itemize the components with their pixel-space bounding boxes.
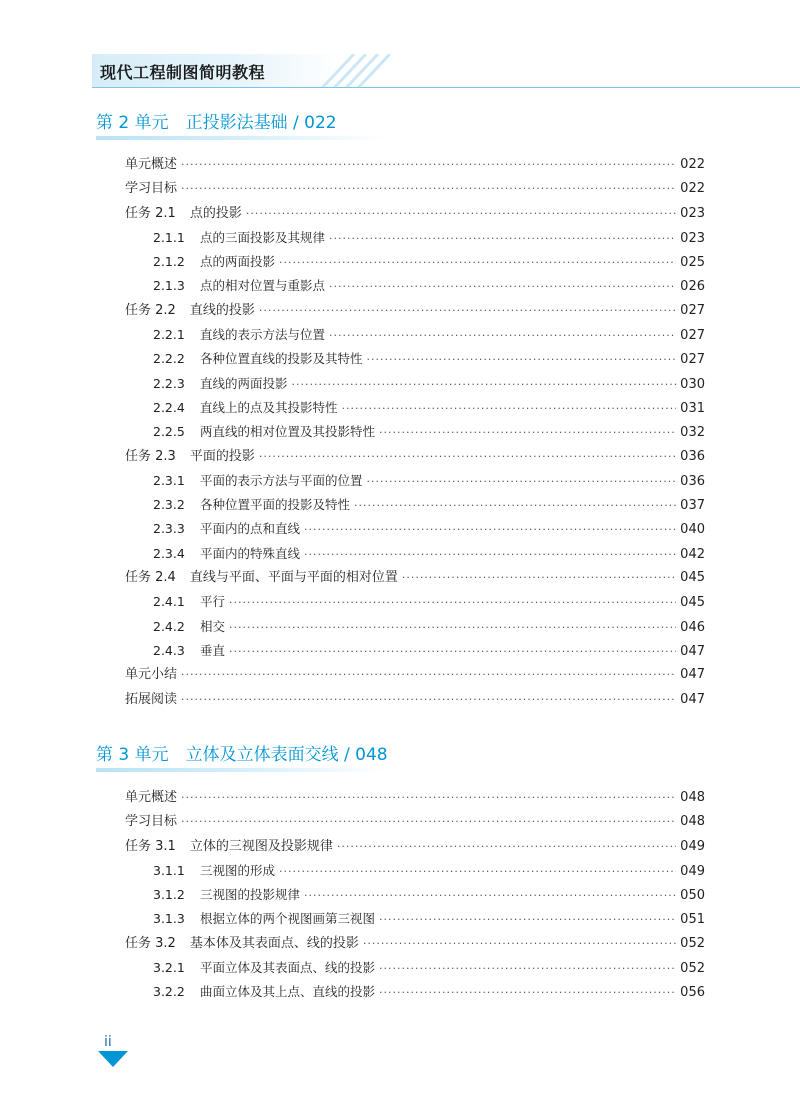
toc-entry-number: 任务 2.3 (125, 448, 176, 464)
toc-entry-number: 任务 3.1 (125, 838, 176, 854)
toc-entry-page: 052 (680, 935, 705, 951)
unit-underline (96, 136, 386, 140)
toc-entry-title: 点的投影 (189, 205, 242, 221)
toc-entry[interactable] (125, 323, 705, 347)
toc-entry-label (153, 590, 225, 614)
toc-leader-dots (304, 884, 676, 908)
toc-leader-dots (354, 494, 676, 518)
toc-entry-number: 2.3.1 (153, 472, 185, 488)
toc-entry-label (153, 956, 375, 980)
toc-entry-page: 048 (680, 790, 705, 805)
toc-entry-title: 单元小结 (125, 667, 178, 683)
toc-entry-title: 平面立体及其表面点、线的投影 (200, 960, 376, 976)
toc-entry-title: 学习目标 (125, 814, 178, 830)
toc-entry-page: 046 (680, 619, 705, 635)
unit-title: 第 3 单元 立体及立体表面交线 / 048 (96, 745, 388, 765)
toc-entry-number: 2.2.2 (153, 351, 185, 367)
toc-leader-dots (304, 518, 676, 542)
toc-entry-page: 047 (680, 691, 705, 707)
toc-entry-label (125, 663, 177, 687)
toc-entry-page: 027 (680, 328, 705, 344)
toc-entry[interactable] (125, 810, 705, 834)
toc-entry-number: 2.4.2 (153, 618, 185, 634)
toc-entry-title: 拓展阅读 (125, 691, 178, 707)
toc-leader-dots (402, 566, 676, 590)
toc-entry-label (153, 980, 375, 1004)
toc-entry-title: 各种位置平面的投影及特性 (200, 497, 351, 513)
page-marker-triangle-icon (98, 1051, 128, 1067)
toc-entry-title: 直线的两面投影 (200, 375, 288, 391)
toc-leader-dots (367, 470, 677, 494)
toc-entry-title: 平面内的特殊直线 (200, 545, 301, 561)
toc-leader-dots (292, 373, 677, 397)
toc-leader-dots (329, 275, 676, 299)
toc-entry-page: 023 (680, 205, 705, 221)
toc-entry-page: 052 (680, 961, 705, 977)
toc-entry-page: 022 (680, 157, 705, 172)
toc-entry[interactable] (125, 639, 705, 663)
toc-entry-number: 2.3.3 (153, 521, 185, 537)
toc-leader-dots (229, 640, 676, 664)
toc-leader-dots (279, 251, 676, 275)
toc-entry-label (153, 517, 300, 541)
toc-entry-number: 2.2.4 (153, 399, 185, 415)
toc-entry-label (125, 153, 177, 177)
toc-entry-page: 036 (680, 448, 705, 464)
toc-leader-dots (379, 421, 676, 445)
toc-entry[interactable] (125, 153, 705, 177)
toc-entry-page: 050 (680, 888, 705, 904)
toc-entry-title: 直线的表示方法与位置 (200, 327, 326, 343)
toc-entry-title: 三视图的投影规律 (200, 887, 301, 903)
toc-leader-dots (181, 177, 676, 201)
toc-entry-number: 任务 2.2 (125, 302, 176, 318)
toc-entry-title: 单元概述 (125, 157, 178, 172)
toc-entry-title: 直线上的点及其投影特性 (200, 399, 338, 415)
toc-entry[interactable] (125, 226, 705, 250)
toc-entry-page: 045 (680, 595, 705, 611)
toc-entry[interactable] (125, 566, 705, 590)
page-number: ii (104, 1034, 112, 1050)
toc-leader-dots (259, 299, 676, 323)
toc-leader-dots (329, 227, 676, 251)
toc-entry[interactable] (125, 493, 705, 517)
toc-entry-page: 045 (680, 570, 705, 586)
toc-leader-dots (229, 616, 676, 640)
toc-entry-page: 025 (680, 255, 705, 271)
toc-entry-label (153, 542, 300, 566)
toc-entry-page: 022 (680, 181, 705, 197)
toc-entry-page: 023 (680, 230, 705, 246)
toc-entry[interactable] (125, 202, 705, 226)
toc-entry-label (125, 810, 177, 834)
toc-entry-number: 2.4.3 (153, 642, 185, 658)
toc-entry-title: 学习目标 (125, 181, 178, 197)
running-header (92, 54, 800, 88)
unit-underline (96, 768, 386, 772)
toc-entry[interactable] (125, 396, 705, 420)
toc-entry[interactable] (125, 347, 705, 371)
toc-entry[interactable] (125, 859, 705, 883)
toc-entry-title: 垂直 (200, 642, 226, 658)
toc-leader-dots (181, 153, 676, 177)
toc-leader-dots (229, 591, 676, 615)
toc-entry[interactable] (125, 932, 705, 956)
toc-entry[interactable] (125, 299, 705, 323)
toc-entry-label (153, 250, 275, 274)
toc-entry-label (153, 396, 338, 420)
toc-entry-label (125, 202, 242, 226)
toc-leader-dots (304, 543, 676, 567)
toc-entry-title: 点的两面投影 (200, 254, 276, 270)
toc-entry[interactable] (125, 835, 705, 859)
toc-leader-dots (259, 445, 676, 469)
toc-entry[interactable] (125, 274, 705, 298)
toc-leader-dots (181, 810, 676, 834)
toc-entry-label (125, 932, 359, 956)
toc-entry-label (153, 907, 375, 931)
toc-entry-page: 030 (680, 376, 705, 392)
toc-entry-number: 任务 2.4 (125, 570, 176, 586)
toc-entry-page: 049 (680, 863, 705, 879)
toc-leader-dots (181, 786, 676, 810)
toc-entry-title: 点的三面投影及其规律 (200, 229, 326, 245)
toc-leader-dots (363, 932, 676, 956)
toc-leader-dots (379, 981, 676, 1005)
toc-leader-dots (337, 835, 676, 859)
toc-entry[interactable] (125, 956, 705, 980)
toc-entry-page: 047 (680, 643, 705, 659)
toc-entry-number: 2.3.2 (153, 497, 185, 513)
toc-leader-dots (279, 860, 676, 884)
toc-leader-dots (181, 663, 676, 687)
toc-entry-label (125, 835, 333, 859)
toc-entry-number: 2.2.5 (153, 424, 185, 440)
toc-entry-title: 根据立体的两个视图画第三视图 (200, 911, 376, 927)
toc-leader-dots (181, 688, 676, 712)
toc-entry-number: 2.2.1 (153, 327, 185, 343)
toc-entry-title: 单元概述 (125, 790, 178, 805)
toc-entry-page: 037 (680, 498, 705, 514)
toc-entry-number: 3.2.2 (153, 984, 185, 1000)
toc-entry-number: 任务 3.2 (125, 935, 176, 951)
toc-entry[interactable] (125, 688, 705, 712)
toc-entry[interactable] (125, 372, 705, 396)
toc-entry-label (125, 566, 398, 590)
toc-leader-dots (379, 908, 676, 932)
toc-entry[interactable] (125, 445, 705, 469)
toc-entry-label (153, 420, 375, 444)
toc-entry-page: 032 (680, 425, 705, 441)
toc-entry[interactable] (125, 883, 705, 907)
toc-entry-label (125, 786, 177, 810)
toc-list-unit-2 (125, 153, 705, 712)
toc-leader-dots (246, 202, 676, 226)
toc-entry-number: 2.4.1 (153, 594, 185, 610)
unit-heading (96, 108, 396, 138)
toc-entry-label (153, 615, 225, 639)
header-rule (92, 87, 800, 88)
toc-entry-page: 040 (680, 522, 705, 538)
toc-entry[interactable] (125, 615, 705, 639)
toc-entry[interactable] (125, 786, 705, 810)
toc-list-unit-3 (125, 786, 705, 1005)
toc-entry-label (153, 274, 325, 298)
toc-entry-title: 基本体及其表面点、线的投影 (189, 935, 359, 951)
toc-leader-dots (379, 957, 676, 981)
toc-entry-page: 048 (680, 814, 705, 830)
toc-entry[interactable] (125, 590, 705, 614)
toc-entry-label (153, 639, 225, 663)
toc-entry-number: 2.1.3 (153, 278, 185, 294)
toc-entry-page: 026 (680, 279, 705, 295)
toc-entry[interactable] (125, 517, 705, 541)
toc-entry[interactable] (125, 250, 705, 274)
toc-entry-number: 3.1.2 (153, 887, 185, 903)
toc-entry[interactable] (125, 663, 705, 687)
toc-entry-page: 036 (680, 473, 705, 489)
toc-entry-title: 平行 (200, 594, 226, 610)
toc-entry-number: 3.1.1 (153, 862, 185, 878)
toc-entry-title: 三视图的形成 (200, 862, 276, 878)
toc-entry-title: 平面内的点和直线 (200, 521, 301, 537)
toc-entry-page: 027 (680, 352, 705, 368)
toc-entry-page: 056 (680, 985, 705, 1001)
toc-entry-title: 点的相对位置与重影点 (200, 278, 326, 294)
book-title: 现代工程制图简明教程 (100, 63, 266, 82)
toc-leader-dots (367, 348, 677, 372)
toc-entry-title: 直线的投影 (189, 302, 255, 318)
toc-entry-page: 047 (680, 667, 705, 683)
toc-entry[interactable] (125, 542, 705, 566)
toc-entry-label (153, 883, 300, 907)
toc-entry[interactable] (125, 469, 705, 493)
toc-entry-label (125, 688, 177, 712)
toc-entry[interactable] (125, 980, 705, 1004)
toc-entry-number: 2.2.3 (153, 375, 185, 391)
toc-entry-page: 049 (680, 838, 705, 854)
toc-entry-number: 任务 2.1 (125, 205, 176, 221)
unit-title: 第 2 单元 正投影法基础 / 022 (96, 113, 337, 133)
toc-entry-label (153, 347, 363, 371)
toc-entry-number: 2.1.1 (153, 229, 185, 245)
toc-entry-label (125, 445, 255, 469)
toc-entry-number: 2.3.4 (153, 545, 185, 561)
toc-entry-label (153, 372, 288, 396)
toc-entry-page: 031 (680, 400, 705, 416)
toc-entry-label (153, 859, 275, 883)
toc-entry-label (153, 469, 363, 493)
toc-entry-title: 各种位置直线的投影及其特性 (200, 351, 363, 367)
toc-entry-title: 平面的投影 (189, 448, 255, 464)
toc-entry-number: 3.2.1 (153, 960, 185, 976)
toc-entry-number: 2.1.2 (153, 254, 185, 270)
toc-entry-label (153, 493, 350, 517)
toc-entry-title: 直线与平面、平面与平面的相对位置 (189, 570, 398, 586)
toc-entry-label (153, 226, 325, 250)
toc-entry-label (153, 323, 325, 347)
toc-entry-label (125, 299, 255, 323)
toc-entry[interactable] (125, 177, 705, 201)
toc-entry[interactable] (125, 907, 705, 931)
toc-entry-number: 3.1.3 (153, 911, 185, 927)
toc-entry-title: 曲面立体及其上点、直线的投影 (200, 984, 376, 1000)
toc-entry-label (125, 177, 177, 201)
toc-entry-title: 两直线的相对位置及其投影特性 (200, 424, 376, 440)
toc-entry-title: 立体的三视图及投影规律 (189, 838, 333, 854)
toc-entry-page: 027 (680, 302, 705, 318)
toc-entry-page: 051 (680, 912, 705, 928)
toc-leader-dots (342, 397, 677, 421)
toc-entry-page: 042 (680, 546, 705, 562)
unit-heading (96, 740, 396, 770)
toc-leader-dots (329, 324, 676, 348)
toc-entry[interactable] (125, 420, 705, 444)
toc-entry-title: 相交 (200, 618, 226, 634)
toc-entry-title: 平面的表示方法与平面的位置 (200, 472, 363, 488)
